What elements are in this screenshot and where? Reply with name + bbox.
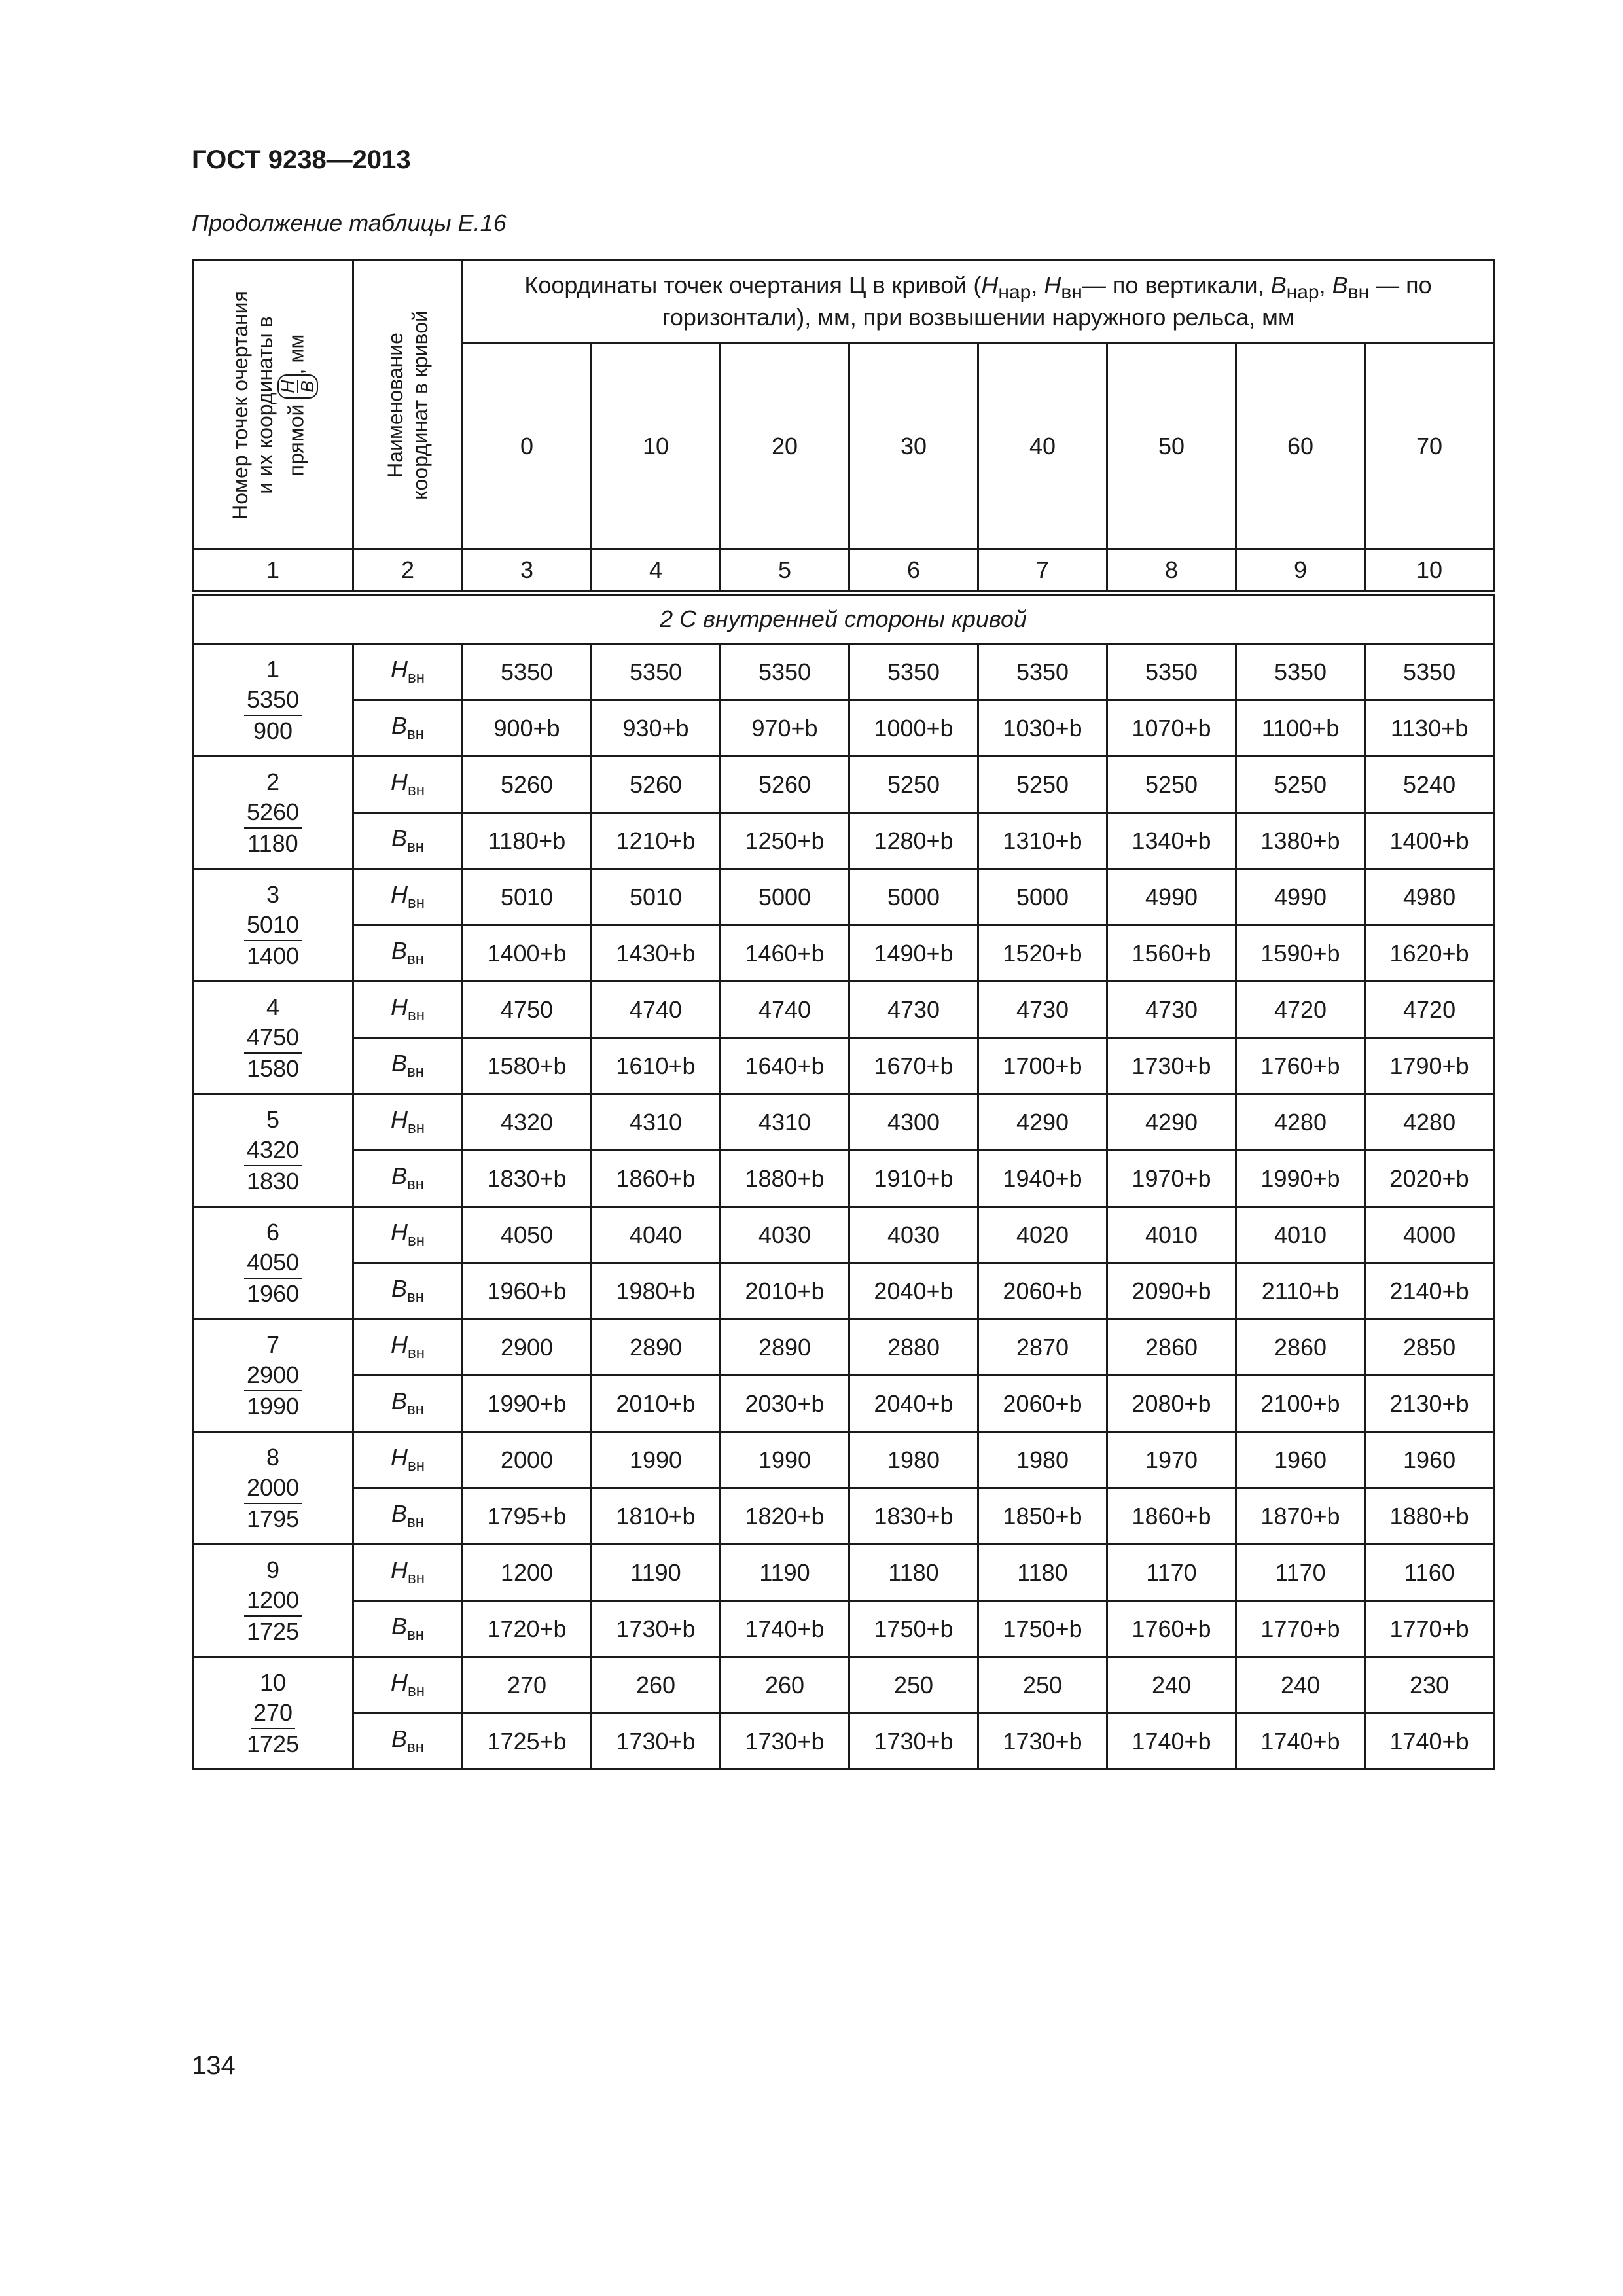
column-number: 6: [849, 550, 978, 593]
header-elevation: 30: [849, 343, 978, 550]
point-cell: [193, 869, 353, 982]
coordinate-b-label: $B_{вн}$: [353, 1713, 463, 1770]
point-number: 2: [266, 768, 280, 795]
value-cell: 1990+b: [463, 1376, 592, 1432]
value-cell: 1740+b: [1107, 1713, 1236, 1770]
value-cell: 2060+b: [978, 1263, 1107, 1319]
value-cell: 1960: [1236, 1432, 1365, 1488]
value-cell: 1310+b: [978, 813, 1107, 869]
coordinate-b-label: $B_{вн}$: [353, 700, 463, 757]
point-number: 5: [266, 1105, 280, 1133]
value-cell: 1870+b: [1236, 1488, 1365, 1545]
value-cell: 930+b: [592, 700, 721, 757]
table-row: [193, 644, 1494, 700]
header-elevation: 50: [1107, 343, 1236, 550]
value-cell: 1760+b: [1236, 1038, 1365, 1094]
value-cell: 4320: [463, 1094, 592, 1151]
value-cell: 270: [463, 1657, 592, 1713]
point-cell: [193, 1432, 353, 1545]
value-cell: 5260: [463, 757, 592, 813]
value-cell: 5350: [1365, 644, 1494, 700]
value-cell: 1670+b: [849, 1038, 978, 1094]
point-b-coordinate: 1795: [246, 1505, 300, 1532]
value-cell: 1490+b: [849, 925, 978, 982]
column-number: 1: [193, 550, 353, 593]
value-cell: 4290: [978, 1094, 1107, 1151]
value-cell: 1280+b: [849, 813, 978, 869]
value-cell: 4280: [1365, 1094, 1494, 1151]
table-row: [193, 1319, 1494, 1376]
value-cell: 2090+b: [1107, 1263, 1236, 1319]
value-cell: 5350: [592, 644, 721, 700]
value-cell: 1730+b: [592, 1601, 721, 1657]
column-number: 5: [721, 550, 849, 593]
point-number: 7: [266, 1331, 280, 1358]
coordinate-b-label: $B_{вн}$: [353, 1376, 463, 1432]
coordinate-h-label: $H_{вн}$: [353, 1432, 463, 1488]
value-cell: 4730: [1107, 982, 1236, 1038]
value-cell: 1830+b: [463, 1151, 592, 1207]
column-number: 7: [978, 550, 1107, 593]
value-cell: 1250+b: [721, 813, 849, 869]
value-cell: 5240: [1365, 757, 1494, 813]
column-number: 4: [592, 550, 721, 593]
point-h-coordinate: 4320: [244, 1135, 302, 1166]
value-cell: 4300: [849, 1094, 978, 1151]
value-cell: 2000: [463, 1432, 592, 1488]
table-row: [193, 1094, 1494, 1151]
value-cell: 260: [592, 1657, 721, 1713]
coordinate-b-label: $B_{вн}$: [353, 1151, 463, 1207]
value-cell: 1820+b: [721, 1488, 849, 1545]
point-cell: [193, 644, 353, 757]
coordinate-h-label: $H_{вн}$: [353, 1207, 463, 1263]
value-cell: 4740: [592, 982, 721, 1038]
value-cell: 2010+b: [592, 1376, 721, 1432]
table-row: [193, 1432, 1494, 1488]
table-row: [193, 1376, 1494, 1432]
coordinate-b-label: $B_{вн}$: [353, 925, 463, 982]
value-cell: 5260: [592, 757, 721, 813]
value-cell: 4040: [592, 1207, 721, 1263]
point-number: 9: [266, 1556, 280, 1583]
value-cell: 4740: [721, 982, 849, 1038]
value-cell: 1700+b: [978, 1038, 1107, 1094]
point-number: 6: [266, 1218, 280, 1246]
table-row: [193, 1488, 1494, 1545]
value-cell: 1860+b: [592, 1151, 721, 1207]
value-cell: 5350: [721, 644, 849, 700]
table-row: [193, 1601, 1494, 1657]
column-number: 3: [463, 550, 592, 593]
value-cell: 1860+b: [1107, 1488, 1236, 1545]
value-cell: 230: [1365, 1657, 1494, 1713]
h-over-b-fraction: H B: [277, 374, 318, 398]
column-number: 8: [1107, 550, 1236, 593]
value-cell: 2040+b: [849, 1376, 978, 1432]
value-cell: 5350: [1236, 644, 1365, 700]
value-cell: 4280: [1236, 1094, 1365, 1151]
value-cell: 1720+b: [463, 1601, 592, 1657]
value-cell: 1130+b: [1365, 700, 1494, 757]
value-cell: 1100+b: [1236, 700, 1365, 757]
value-cell: 1960+b: [463, 1263, 592, 1319]
table-row: [193, 1207, 1494, 1263]
value-cell: 2870: [978, 1319, 1107, 1376]
point-number: 3: [266, 880, 280, 908]
value-cell: 2110+b: [1236, 1263, 1365, 1319]
point-cell: [193, 1207, 353, 1319]
value-cell: 2880: [849, 1319, 978, 1376]
point-number: 4: [266, 993, 280, 1020]
point-b-coordinate: 1830: [246, 1167, 300, 1194]
coordinate-b-label: $B_{вн}$: [353, 813, 463, 869]
value-cell: 4990: [1236, 869, 1365, 925]
value-cell: 4980: [1365, 869, 1494, 925]
value-cell: 1180: [849, 1545, 978, 1601]
value-cell: 2890: [592, 1319, 721, 1376]
value-cell: 1750+b: [849, 1601, 978, 1657]
coordinate-b-label: $B_{вн}$: [353, 1038, 463, 1094]
value-cell: 2080+b: [1107, 1376, 1236, 1432]
value-cell: 2060+b: [978, 1376, 1107, 1432]
value-cell: 2860: [1107, 1319, 1236, 1376]
value-cell: 2030+b: [721, 1376, 849, 1432]
header-coordinate-name: Наименование координат в кривой: [353, 260, 463, 550]
point-b-coordinate: 900: [253, 717, 293, 744]
value-cell: 5350: [978, 644, 1107, 700]
value-cell: 1580+b: [463, 1038, 592, 1094]
value-cell: 1190: [721, 1545, 849, 1601]
value-cell: 1400+b: [1365, 813, 1494, 869]
coordinate-h-label: $H_{вн}$: [353, 757, 463, 813]
point-b-coordinate: 1400: [246, 942, 300, 969]
section-title: 2 С внутренней стороны кривой: [193, 593, 1494, 644]
value-cell: 1400+b: [463, 925, 592, 982]
point-cell: [193, 982, 353, 1094]
value-cell: 5250: [978, 757, 1107, 813]
coordinate-h-label: $H_{вн}$: [353, 982, 463, 1038]
value-cell: 4310: [592, 1094, 721, 1151]
point-h-coordinate: 5260: [244, 797, 302, 829]
value-cell: 1200: [463, 1545, 592, 1601]
point-cell: [193, 1319, 353, 1432]
value-cell: 1620+b: [1365, 925, 1494, 982]
value-cell: 1030+b: [978, 700, 1107, 757]
point-h-coordinate: 1200: [244, 1585, 302, 1617]
value-cell: 2010+b: [721, 1263, 849, 1319]
table-row: [193, 813, 1494, 869]
point-h-coordinate: 4050: [244, 1247, 302, 1279]
table-row: [193, 869, 1494, 925]
coordinate-h-label: $H_{вн}$: [353, 1545, 463, 1601]
value-cell: 2100+b: [1236, 1376, 1365, 1432]
value-cell: 1070+b: [1107, 700, 1236, 757]
point-h-coordinate: 2000: [244, 1473, 302, 1504]
value-cell: 1770+b: [1365, 1601, 1494, 1657]
value-cell: 4720: [1365, 982, 1494, 1038]
value-cell: 1180: [978, 1545, 1107, 1601]
value-cell: 1730+b: [592, 1713, 721, 1770]
header-elevation: 70: [1365, 343, 1494, 550]
value-cell: 5250: [1107, 757, 1236, 813]
point-b-coordinate: 1960: [246, 1280, 300, 1307]
value-cell: 5350: [849, 644, 978, 700]
value-cell: 1560+b: [1107, 925, 1236, 982]
value-cell: 2130+b: [1365, 1376, 1494, 1432]
value-cell: 1000+b: [849, 700, 978, 757]
value-cell: 4030: [849, 1207, 978, 1263]
value-cell: 5000: [978, 869, 1107, 925]
header-elevation: 20: [721, 343, 849, 550]
coordinate-h-label: $H_{вн}$: [353, 1657, 463, 1713]
value-cell: 1430+b: [592, 925, 721, 982]
value-cell: 1380+b: [1236, 813, 1365, 869]
value-cell: 250: [978, 1657, 1107, 1713]
point-h-coordinate: 270: [251, 1698, 295, 1729]
column-number: 10: [1365, 550, 1494, 593]
value-cell: 4020: [978, 1207, 1107, 1263]
value-cell: 2850: [1365, 1319, 1494, 1376]
value-cell: 1730+b: [1107, 1038, 1236, 1094]
point-b-coordinate: 1990: [246, 1392, 300, 1420]
value-cell: 4730: [978, 982, 1107, 1038]
coordinate-b-label: $B_{вн}$: [353, 1601, 463, 1657]
value-cell: 2890: [721, 1319, 849, 1376]
table-row: [193, 1151, 1494, 1207]
value-cell: 1725+b: [463, 1713, 592, 1770]
value-cell: 4050: [463, 1207, 592, 1263]
value-cell: 1940+b: [978, 1151, 1107, 1207]
table-row: [193, 757, 1494, 813]
value-cell: 1730+b: [978, 1713, 1107, 1770]
header-elevation: 0: [463, 343, 592, 550]
value-cell: 1795+b: [463, 1488, 592, 1545]
coordinates-table: [192, 259, 1495, 1770]
value-cell: 1850+b: [978, 1488, 1107, 1545]
table-row: [193, 925, 1494, 982]
page-number: 134: [192, 2051, 236, 2080]
value-cell: 1980: [849, 1432, 978, 1488]
value-cell: 1990: [721, 1432, 849, 1488]
value-cell: 1980+b: [592, 1263, 721, 1319]
value-cell: 1460+b: [721, 925, 849, 982]
value-cell: 900+b: [463, 700, 592, 757]
point-h-coordinate: 5350: [244, 685, 302, 716]
coordinate-h-label: $H_{вн}$: [353, 644, 463, 700]
point-cell: [193, 1545, 353, 1657]
table-row: [193, 1545, 1494, 1601]
value-cell: 1610+b: [592, 1038, 721, 1094]
value-cell: 1810+b: [592, 1488, 721, 1545]
value-cell: 240: [1236, 1657, 1365, 1713]
point-h-coordinate: 4750: [244, 1022, 302, 1054]
value-cell: 2040+b: [849, 1263, 978, 1319]
value-cell: 4010: [1236, 1207, 1365, 1263]
value-cell: 1740+b: [1365, 1713, 1494, 1770]
point-b-coordinate: 1580: [246, 1054, 300, 1082]
value-cell: 4720: [1236, 982, 1365, 1038]
value-cell: 1880+b: [721, 1151, 849, 1207]
value-cell: 250: [849, 1657, 978, 1713]
value-cell: 1910+b: [849, 1151, 978, 1207]
value-cell: 1170: [1236, 1545, 1365, 1601]
value-cell: 1970: [1107, 1432, 1236, 1488]
point-number: 1: [266, 655, 280, 683]
point-cell: [193, 1094, 353, 1207]
value-cell: 4310: [721, 1094, 849, 1151]
value-cell: 1590+b: [1236, 925, 1365, 982]
value-cell: 2020+b: [1365, 1151, 1494, 1207]
point-b-coordinate: 1180: [247, 829, 298, 857]
coordinate-b-label: $B_{вн}$: [353, 1263, 463, 1319]
value-cell: 1770+b: [1236, 1601, 1365, 1657]
value-cell: 1160: [1365, 1545, 1494, 1601]
header-coordinates-title: Координаты точек очертания Ц в кривой ($H_{нар}$, $H_{вн}—$ по вертикали, $B_{нар}$, $B_{вн}$ — по горизонтали), мм, при возвышении наружного рельса, мм: [463, 260, 1494, 343]
column-number: 2: [353, 550, 463, 593]
value-cell: 1740+b: [721, 1601, 849, 1657]
value-cell: 1210+b: [592, 813, 721, 869]
value-cell: 2860: [1236, 1319, 1365, 1376]
value-cell: 1340+b: [1107, 813, 1236, 869]
value-cell: 1880+b: [1365, 1488, 1494, 1545]
value-cell: 4990: [1107, 869, 1236, 925]
value-cell: 2140+b: [1365, 1263, 1494, 1319]
header-point-number: Номер точек очертания и их координаты в прямой H B , мм: [193, 260, 353, 550]
value-cell: 5000: [849, 869, 978, 925]
column-number: 9: [1236, 550, 1365, 593]
value-cell: 5260: [721, 757, 849, 813]
point-h-coordinate: 2900: [244, 1360, 302, 1391]
coordinate-h-label: $H_{вн}$: [353, 1319, 463, 1376]
value-cell: 5350: [463, 644, 592, 700]
value-cell: 1740+b: [1236, 1713, 1365, 1770]
value-cell: 1640+b: [721, 1038, 849, 1094]
value-cell: 4010: [1107, 1207, 1236, 1263]
value-cell: 5250: [1236, 757, 1365, 813]
table-row: [193, 1713, 1494, 1770]
value-cell: 1520+b: [978, 925, 1107, 982]
value-cell: 1180+b: [463, 813, 592, 869]
value-cell: 1170: [1107, 1545, 1236, 1601]
table-row: [193, 700, 1494, 757]
value-cell: 1760+b: [1107, 1601, 1236, 1657]
value-cell: 1990+b: [1236, 1151, 1365, 1207]
table-row: [193, 1657, 1494, 1713]
header-elevation: 10: [592, 343, 721, 550]
value-cell: 4730: [849, 982, 978, 1038]
value-cell: 1790+b: [1365, 1038, 1494, 1094]
point-number: 8: [266, 1443, 280, 1471]
value-cell: 2900: [463, 1319, 592, 1376]
value-cell: 5010: [592, 869, 721, 925]
point-cell: [193, 1657, 353, 1770]
document-title: ГОСТ 9238—2013: [192, 145, 411, 174]
value-cell: 5250: [849, 757, 978, 813]
value-cell: 240: [1107, 1657, 1236, 1713]
value-cell: 1730+b: [721, 1713, 849, 1770]
value-cell: 260: [721, 1657, 849, 1713]
table-row: [193, 982, 1494, 1038]
value-cell: 5010: [463, 869, 592, 925]
table-continuation-label: Продолжение таблицы Е.16: [192, 209, 507, 236]
value-cell: 1730+b: [849, 1713, 978, 1770]
table-row: [193, 1263, 1494, 1319]
coordinate-h-label: $H_{вн}$: [353, 1094, 463, 1151]
value-cell: 5000: [721, 869, 849, 925]
header-elevation: 40: [978, 343, 1107, 550]
value-cell: 4030: [721, 1207, 849, 1263]
value-cell: 4290: [1107, 1094, 1236, 1151]
point-cell: [193, 757, 353, 869]
point-h-coordinate: 5010: [244, 910, 302, 941]
value-cell: 1960: [1365, 1432, 1494, 1488]
value-cell: 1980: [978, 1432, 1107, 1488]
value-cell: 1190: [592, 1545, 721, 1601]
value-cell: 970+b: [721, 700, 849, 757]
value-cell: 5350: [1107, 644, 1236, 700]
value-cell: 1990: [592, 1432, 721, 1488]
table-row: [193, 1038, 1494, 1094]
value-cell: 4000: [1365, 1207, 1494, 1263]
point-b-coordinate: 1725: [246, 1730, 300, 1757]
point-number: 10: [259, 1668, 287, 1696]
value-cell: 4750: [463, 982, 592, 1038]
header-elevation: 60: [1236, 343, 1365, 550]
value-cell: 1830+b: [849, 1488, 978, 1545]
value-cell: 1750+b: [978, 1601, 1107, 1657]
coordinate-h-label: $H_{вн}$: [353, 869, 463, 925]
value-cell: 1970+b: [1107, 1151, 1236, 1207]
coordinate-b-label: $B_{вн}$: [353, 1488, 463, 1545]
point-b-coordinate: 1725: [246, 1617, 300, 1645]
